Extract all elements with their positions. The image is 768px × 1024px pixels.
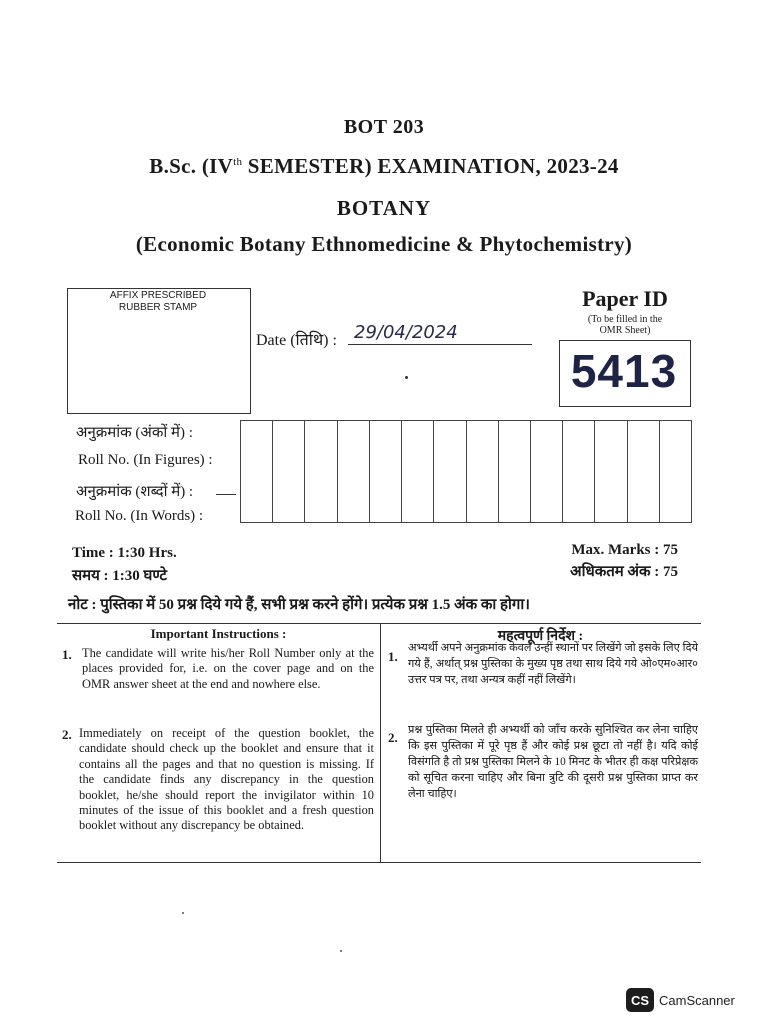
roll-number-cell[interactable] (273, 421, 305, 522)
instruction-hi-2-text: प्रश्न पुस्तिका मिलते ही अभ्यर्थी को जाँच करके सुनिश्चित कर लेना चाहिए कि इस पुस्तिका में पूरे पृष्ठ हैं और कोई प्रश्न छूटा तो नहीं है। यदि कोई विसंगति है तो प्रश्न पुस्तिका मिलने के 10 मिनट के भीतर ही कक्ष परिप्रेक्षक को सूचित करना चाहिए और बिना त्रुटि की दूसरी प्रश्न पुस्तिका प्राप्त कर लेना चाहिए। (408, 724, 698, 800)
roll-figures-label: Roll No. (In Figures) : (78, 452, 213, 468)
date-field[interactable]: 29/04/2024 (348, 322, 532, 345)
roll-number-cell[interactable] (370, 421, 402, 522)
paper-id-value: 5413 (570, 345, 678, 397)
ink-speck (340, 950, 342, 952)
instruction-en-2-number: 2. (62, 727, 72, 742)
paper-id-title: Paper ID (582, 286, 668, 311)
rubber-stamp-label (67, 290, 249, 314)
roll-words-underline (216, 494, 236, 495)
exam-title-superscript: th (233, 156, 243, 168)
max-marks-english: Max. Marks : 75 (571, 542, 678, 558)
paper-id-note-line1: (To be filled in the (587, 314, 663, 325)
roll-number-grid[interactable] (240, 420, 692, 523)
paper-code: BOT 203 (343, 116, 425, 138)
instruction-en-1-text: The candidate will write his/her Roll Number only at the places provided for, i.e. on the cover page and on the OMR answer sheet at the end and nowhere else. (82, 646, 374, 691)
roll-number-cell[interactable] (338, 421, 370, 522)
roll-number-cell[interactable] (402, 421, 434, 522)
roll-number-cell[interactable] (305, 421, 337, 522)
max-marks-hindi: अधिकतम अंक : 75 (570, 564, 678, 580)
roll-number-cell[interactable] (499, 421, 531, 522)
roll-number-cell[interactable] (563, 421, 595, 522)
instruction-en-1-number: 1. (62, 647, 72, 662)
subject-title: BOTANY (336, 196, 432, 220)
camscanner-watermark (626, 987, 735, 1013)
roll-number-cell[interactable] (628, 421, 660, 522)
paper-subtitle: (Economic Botany Ethnomedicine & Phytochemistry) (135, 232, 633, 256)
camscanner-label: CamScanner (659, 992, 735, 1008)
roll-words-label: Roll No. (In Words) : (75, 508, 204, 524)
instructions-heading-hindi: महत्वपूर्ण निर्देश : (497, 629, 584, 644)
time-english: Time : 1:30 Hrs. (72, 545, 177, 561)
instruction-hi-2-number: 2. (388, 730, 398, 745)
instructions-bottom-rule (57, 862, 701, 863)
exam-title-suffix: SEMESTER) EXAMINATION, 2023-24 (242, 154, 619, 178)
ink-speck (182, 912, 184, 914)
roll-number-cell[interactable] (467, 421, 499, 522)
roll-number-cell[interactable] (531, 421, 563, 522)
ink-dot (405, 376, 408, 379)
roll-number-cell[interactable] (241, 421, 273, 522)
instructions-divider (380, 623, 381, 862)
roll-number-cell[interactable] (595, 421, 627, 522)
instruction-en-2-text: Immediately on receipt of the question booklet, the candidate should check up the booklet and ensure that it contains all the pages and that no question is missing. If the candidate finds any discrepancy in the question booklet, he/she should report the invigilator within 10 minutes of the issue of this booklet and a fresh question booklet without any discrepancy be obtained. (79, 726, 374, 833)
instructions-top-rule (57, 623, 701, 624)
roll-figures-label-hindi: अनुक्रमांक (अंकों में) : (76, 425, 193, 441)
roll-words-label-hindi: अनुक्रमांक (शब्दों में) : (76, 484, 194, 500)
time-hindi: समय : 1:30 घण्टे (72, 568, 167, 584)
instruction-hi-1-number: 1. (388, 649, 398, 664)
camscanner-icon: CS (626, 988, 654, 1012)
stamp-label-line2: RUBBER STAMP (118, 302, 198, 313)
instruction-hi-1-text: अभ्यर्थी अपने अनुक्रमांक केवल उन्हीं स्थानों पर लिखेंगे जो इसके लिए दिये गये हैं, अर्थात् प्रश्न पुस्तिका के मुख्य पृष्ठ तथा साथ दिये गये ओ०एम०आर० उत्तर पत्र पर, तथा अन्यत्र कहीं नहीं लिखेंगे। (408, 642, 698, 686)
paper-id-note-line2: OMR Sheet) (599, 325, 651, 336)
exam-title (0, 154, 768, 179)
paper-id-note (560, 314, 690, 336)
roll-number-cell[interactable] (660, 421, 691, 522)
roll-number-cell[interactable] (434, 421, 466, 522)
exam-note: नोट : पुस्तिका में 50 प्रश्न दिये गये हैं, सभी प्रश्न करने होंगे। प्रत्येक प्रश्न 1.5 अंक का होगा। (68, 597, 530, 613)
stamp-label-line1: AFFIX PRESCRIBED (109, 290, 207, 301)
instructions-heading-english: Important Instructions : (150, 626, 287, 641)
exam-title-prefix: B.Sc. (IV (149, 154, 234, 178)
date-label: Date (तिथि) : (256, 332, 337, 349)
